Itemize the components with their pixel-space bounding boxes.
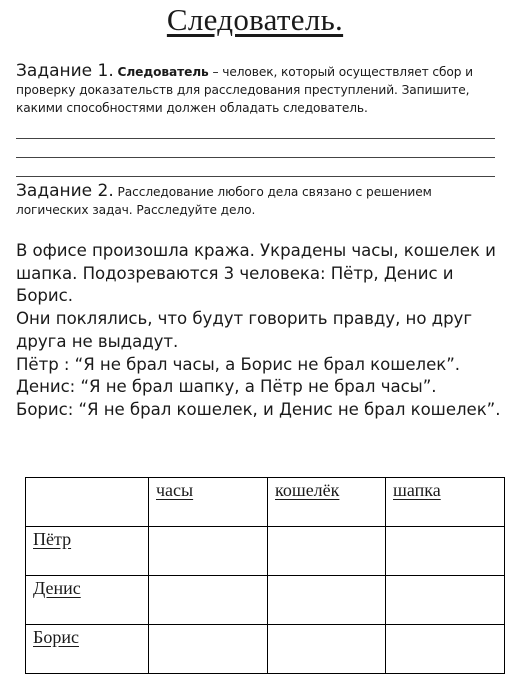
answer-line-3 — [16, 176, 495, 177]
column-header-hat: шапка — [386, 478, 505, 527]
case-story — [16, 240, 508, 422]
statement-denis: Денис: “Я не брал шапку, а Пётр не брал часы”. — [16, 377, 437, 397]
task-1-text: – человек, который осуществляет сбор и проверку доказательств для расследования преступлений. Запишите, какими способностями должен обладать следователь. — [16, 65, 474, 115]
table-row — [26, 625, 505, 674]
logic-table — [25, 477, 505, 674]
table-corner-cell — [26, 478, 149, 527]
answer-cell[interactable] — [149, 576, 268, 625]
statement-boris: Борис: “Я не брал кошелек, и Денис не брал кошелек”. — [16, 399, 501, 419]
task-2-heading: Задание 2. — [16, 181, 114, 201]
row-header: Денис — [26, 576, 149, 625]
answer-line-2 — [16, 157, 495, 158]
table-header-row — [26, 478, 505, 527]
answer-cell[interactable] — [149, 527, 268, 576]
column-header-clock: часы — [149, 478, 268, 527]
answer-cell[interactable] — [149, 625, 268, 674]
page-title: Следователь. — [166, 2, 344, 37]
story-paragraph: В офисе произошла кража. Украдены часы, кошелек и шапка. Подозреваются 3 человека: Пётр, Денис и Борис. — [16, 241, 496, 306]
answer-cell[interactable] — [268, 576, 386, 625]
answer-cell[interactable] — [386, 625, 505, 674]
table-row — [26, 576, 505, 625]
answer-cell[interactable] — [386, 527, 505, 576]
task-2 — [16, 182, 500, 219]
story-paragraph: Они поклялись, что будут говорить правду, но друг друга не выдадут. — [16, 309, 472, 351]
row-header: Борис — [26, 625, 149, 674]
row-header: Пётр — [26, 527, 149, 576]
task-1-term: Следователь — [117, 65, 209, 79]
task-1-heading: Задание 1. — [16, 61, 114, 81]
answer-line-1 — [16, 138, 495, 139]
column-header-wallet: кошелёк — [268, 478, 386, 527]
table-row — [26, 527, 505, 576]
answer-cell[interactable] — [268, 625, 386, 674]
task-2-text: Расследование любого дела связано с решением логических задач. Расследуйте дело. — [16, 185, 432, 217]
answer-cell[interactable] — [268, 527, 386, 576]
statement-petr: Пётр : “Я не брал часы, а Борис не брал кошелек”. — [16, 354, 460, 374]
answer-cell[interactable] — [386, 576, 505, 625]
task-1 — [16, 62, 500, 117]
